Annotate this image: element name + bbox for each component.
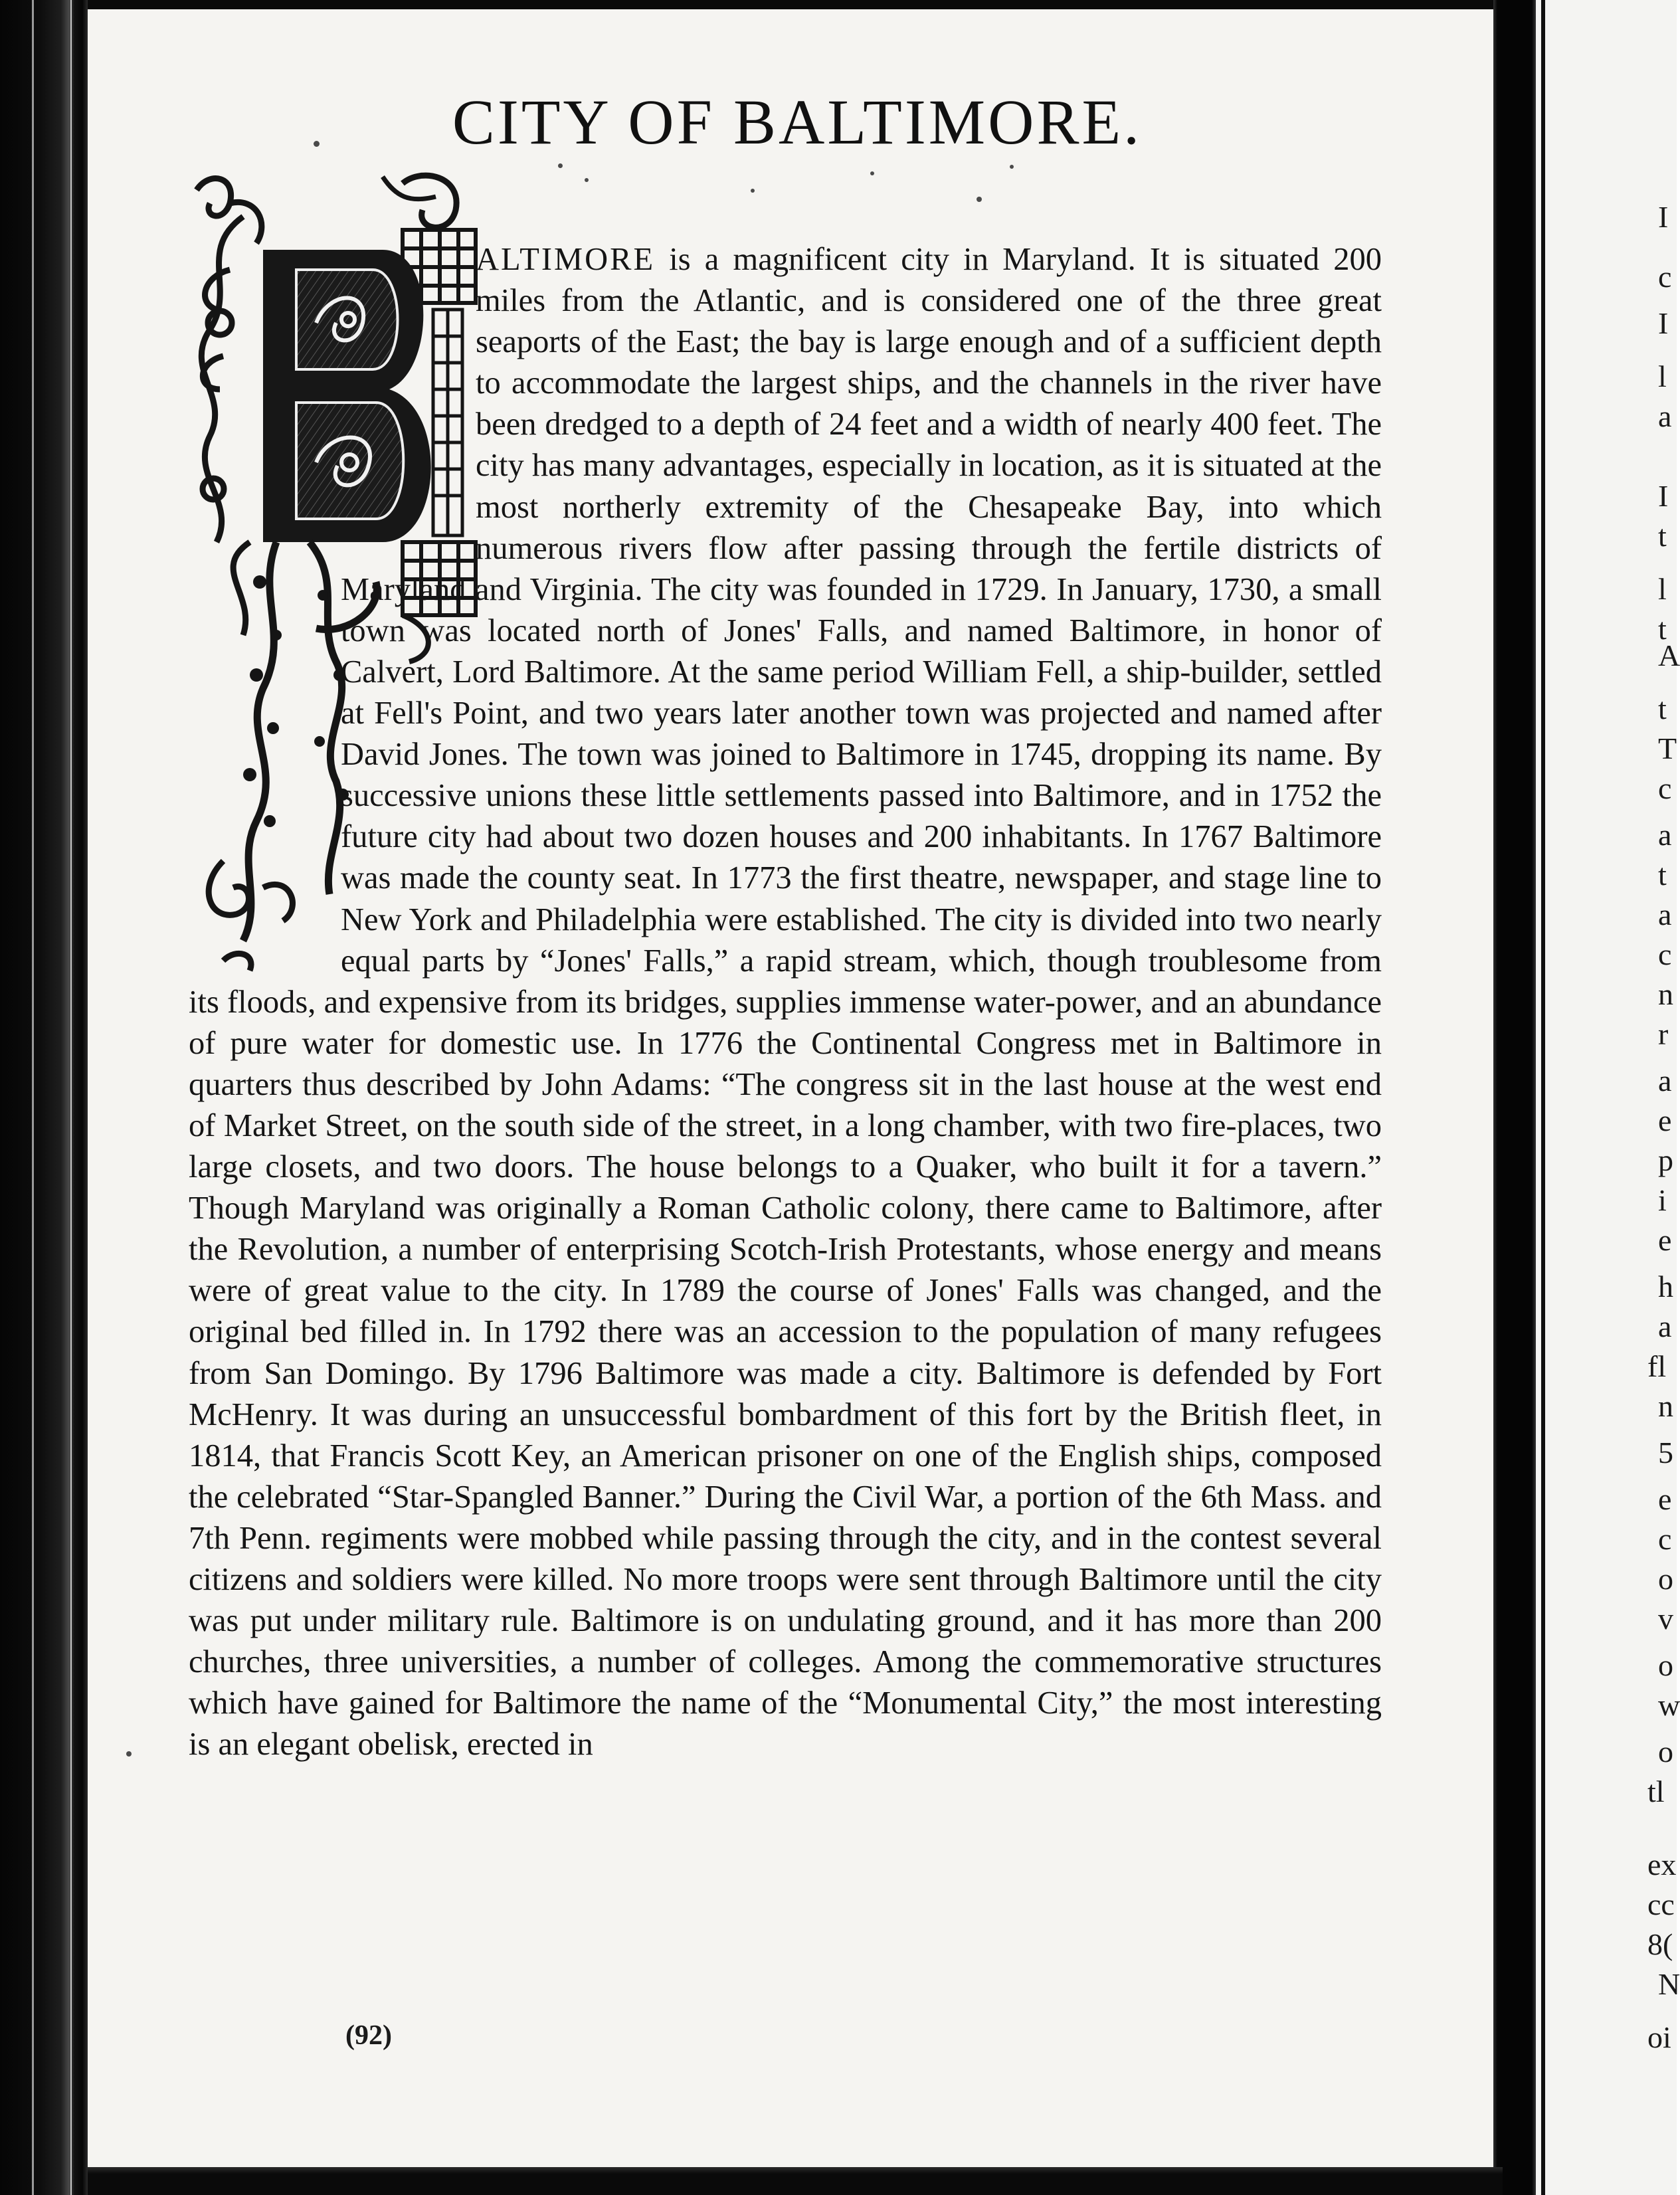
page-border-top	[88, 0, 1503, 9]
adjacent-page-fragment: tl	[1647, 1774, 1665, 1808]
adjacent-page-fragment: 5	[1658, 1436, 1673, 1470]
page-title: CITY OF BALTIMORE.	[452, 86, 1143, 157]
print-speck	[1010, 165, 1014, 169]
adjacent-page-fragment: N	[1658, 1967, 1680, 2001]
adjacent-page-fragment: a	[1658, 1309, 1672, 1343]
adjacent-page-fragment: a	[1658, 818, 1672, 852]
adjacent-page-fragment: o	[1658, 1648, 1673, 1682]
adjacent-page-fragment: fl	[1647, 1349, 1667, 1383]
adjacent-page-fragment: a	[1658, 399, 1672, 433]
adjacent-page-fragment: a	[1658, 898, 1672, 931]
adjacent-page-fragment: a	[1658, 1064, 1672, 1098]
adjacent-page-fragment: I	[1658, 306, 1669, 340]
adjacent-page-fragment: ex	[1647, 1848, 1677, 1881]
adjacent-page-fragment: e	[1658, 1482, 1672, 1516]
adjacent-page-fragment: l	[1658, 359, 1667, 393]
adjacent-page-fragment: o	[1658, 1562, 1673, 1596]
print-speck	[314, 141, 320, 147]
print-speck	[751, 189, 755, 193]
adjacent-page-fragment: w	[1658, 1688, 1680, 1722]
adjacent-page-fragment: T	[1658, 731, 1677, 765]
adjacent-page-fragment: r	[1658, 1017, 1669, 1051]
adjacent-page-fragment: 8(	[1647, 1927, 1673, 1961]
page-border-right	[1493, 0, 1536, 2195]
adjacent-page-fragment: v	[1658, 1602, 1673, 1636]
adjacent-page-fragment: t	[1658, 519, 1667, 553]
print-speck	[558, 163, 563, 168]
adjacent-page-fragment: I	[1658, 200, 1669, 234]
adjacent-page-fragment: e	[1658, 1223, 1672, 1257]
adjacent-page-fragment: n	[1658, 1389, 1673, 1423]
adjacent-page-fragment: c	[1658, 771, 1672, 805]
adjacent-page-fragment: n	[1658, 977, 1673, 1011]
adjacent-page-fragment: c	[1658, 260, 1672, 294]
adjacent-page-fragment: t	[1658, 692, 1667, 725]
adjacent-page-fragment: c	[1658, 937, 1672, 971]
adjacent-page-fragment: l	[1658, 572, 1667, 606]
body-paragraph: is a magnificent city in Maryland. It is situated 200 miles from the Atlantic, and is considered one of the three great seaports of the East; the bay is large enough and of a sufficient depth to accommodate the largest ships, and the channels in the river have been dredged to a depth of 24 feet and a width of nearly 400 feet. The city has many advantages, especially in location, as it is situated at the most northerly extremity of the Chesapeake Bay, into which numerous rivers flow after passing through the fertile districts of Maryland and Virginia. The city was founded in 1729. In January, 1730, a small town was located north of Jones' Falls, and named Baltimore, in honor of Calvert, Lord Baltimore. At the same period William Fell, a ship-builder, settled at Fell's Point, and two years later another town was projected and named after David Jones. The town was joined to Baltimore in 1745, dropping its name. By successive unions these little settlements passed into Baltimore, and in 1752 the future city had about two dozen houses and 200 inhabitants. In 1767 Baltimore was made the county seat. In 1773 the first theatre, newspaper, and stage line to New York and Philadelphia were established. The city is divided into two nearly equal parts by “Jones' Falls,” a rapid stream, which, though troublesome from its floods, and expensive from its bridges, supplies immense water-power, and an abundance of pure water for domestic use. In 1776 the Continental Congress met in Baltimore in quarters thus described by John Adams: “The congress sit in the last house at the west end of Market Street, on the south side of the street, in a long chamber, with two fire-places, two large closets, and two doors. The house belongs to a Quaker, who built it for a tavern.” Though Maryland was originally a Roman Catholic colony, there came to Baltimore, after the Revolution, a number of enterprising Scotch-Irish Protestants, whose energy and means were of great value to the city. In 1789 the course of Jones' Falls was changed, and the original bed filled in. In 1792 there was an accession to the population of many refugees from San Domingo. By 1796 Baltimore was made a city. Baltimore is defended by Fort McHenry. It was during an unsuccessful bombardment of this fort by the British fleet, in 1814, that Francis Scott Key, an American prisoner on one of the English ships, composed the celebrated “Star-Spangled Banner.” During the Civil War, a portion of the 6th Mass. and 7th Penn. regiments were mobbed while passing through the city, and in the contest several citizens and soldiers were killed. No more troops were sent through Baltimore until the city was put under military rule. Baltimore is on undulating ground, and it has more than 200 churches, three universities, a number of colleges. Among the commemorative structures which have gained for Baltimore the name of the “Monumental City,” the most interesting is an elegant obelisk, erected in	[189, 242, 1382, 1763]
adjacent-page-fragment: cc	[1647, 1887, 1675, 1921]
adjacent-page-fragment: h	[1658, 1270, 1673, 1303]
adjacent-page-fragment: i	[1658, 1183, 1667, 1217]
first-word: ALTIMORE	[476, 242, 656, 277]
page-border-bottom	[88, 2167, 1503, 2195]
print-speck	[126, 1751, 132, 1757]
adjacent-page-fragment: t	[1658, 612, 1667, 646]
adjacent-page-fragment: oi	[1647, 2020, 1671, 2054]
book-binding	[0, 0, 88, 2195]
article-body	[189, 239, 1382, 1765]
adjacent-page-fragment: e	[1658, 1103, 1672, 1137]
page-number: (92)	[345, 2020, 392, 2051]
adjacent-page-fragment: A	[1658, 638, 1680, 672]
adjacent-page-fragment: c	[1658, 1522, 1672, 1556]
print-speck	[870, 171, 874, 175]
adjacent-page-fragment: o	[1658, 1735, 1673, 1768]
print-speck	[585, 178, 589, 182]
adjacent-page-fragment: t	[1658, 858, 1667, 892]
adjacent-page-fragment: p	[1658, 1143, 1673, 1177]
adjacent-page-fragment: I	[1658, 479, 1669, 513]
print-speck	[977, 197, 982, 202]
